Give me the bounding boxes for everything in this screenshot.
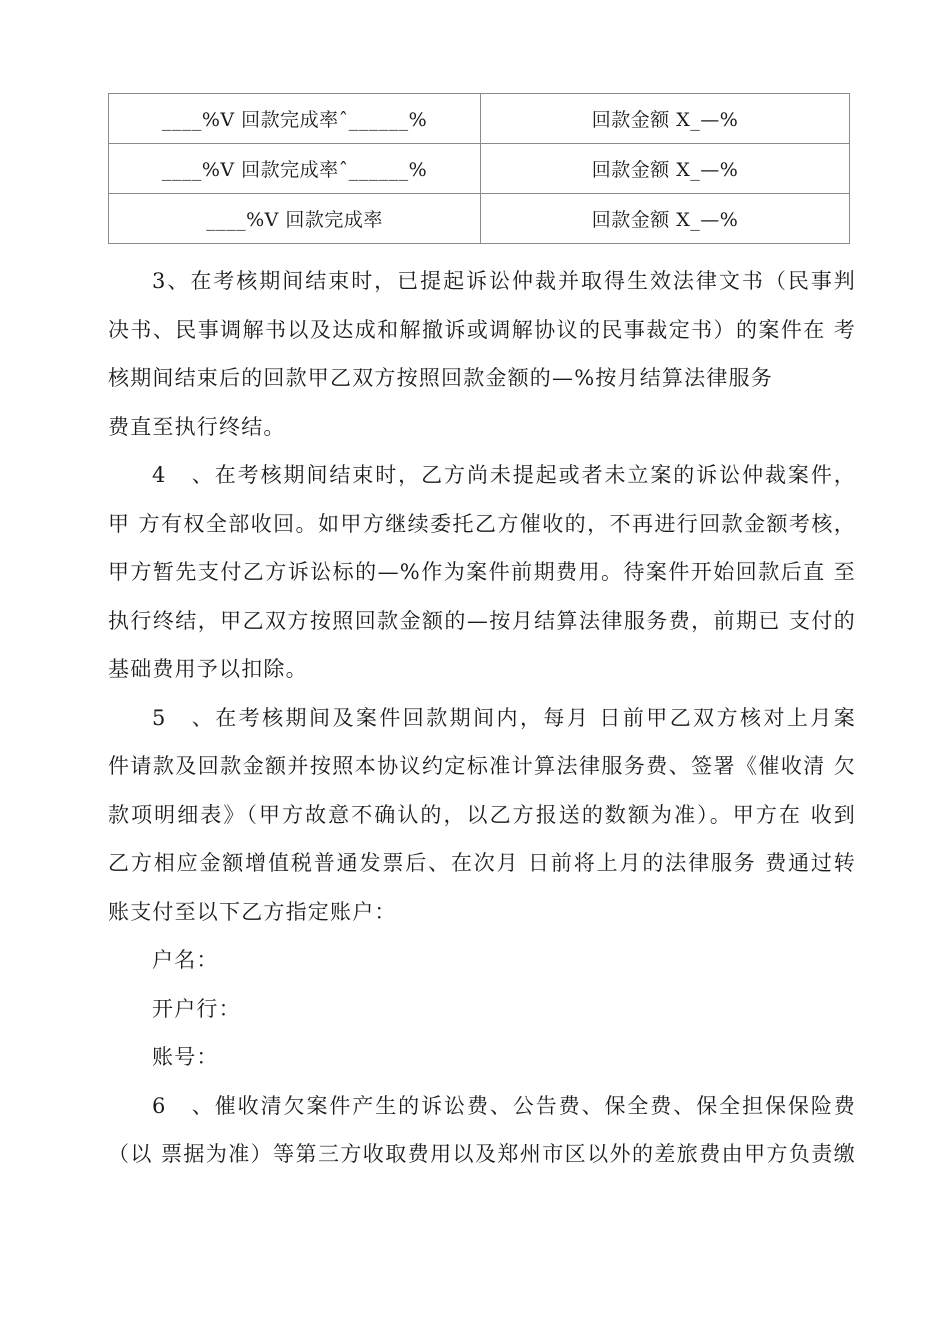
table-row xyxy=(109,94,850,144)
clause-line: 基础费用予以扣除。 xyxy=(108,657,308,681)
account-bank-label: 开户行： xyxy=(152,996,241,1021)
clause-line xyxy=(108,1082,856,1131)
clause-line: （以 票据为准）等第三方收取费用以及郑州市区以外的差旅费由甲方负责缴 xyxy=(108,1142,856,1166)
clause-line xyxy=(108,451,856,500)
clause-text: 在考核期间结束时，乙方尚未提起或者未立案的诉讼仲裁案件， xyxy=(214,463,856,487)
clause-6 xyxy=(108,1082,856,1179)
clause-line: 核期间结束后的回款甲乙双方按照回款金额的—%按月结算法律服务 xyxy=(108,366,773,390)
completion-rate-cell: ____%V 回款完成率ˆ______% xyxy=(109,94,481,144)
completion-rate-cell: ____%V 回款完成率 xyxy=(109,194,481,244)
clause-number: 5、 xyxy=(152,705,214,730)
clause-line: 件请款及回款金额并按照本协议约定标准计算法律服务费、签署《催收清 欠 xyxy=(108,754,856,778)
clause-line xyxy=(108,694,856,743)
account-number-label: 账号： xyxy=(152,1045,219,1069)
clause-3 xyxy=(108,257,856,451)
table-row xyxy=(109,194,850,244)
clause-number: 4、 xyxy=(152,463,214,487)
table-row xyxy=(109,144,850,194)
clause-line: 甲方暂先支付乙方诉讼标的—%作为案件前期费用。待案件开始回款后直 至 xyxy=(108,560,856,584)
payback-amount-cell: 回款金额 X_—% xyxy=(481,94,850,144)
clause-line: 乙方相应金额增值税普通发票后、在次月 日前将上月的法律服务 费通过转 xyxy=(108,851,856,875)
clause-4 xyxy=(108,451,856,694)
clause-line: 3、在考核期间结束时，已提起诉讼仲裁并取得生效法律文书（民事判 xyxy=(152,269,856,293)
account-info xyxy=(108,936,856,1082)
payback-amount-cell: 回款金额 X_—% xyxy=(481,194,850,244)
rate-table xyxy=(108,93,850,244)
clause-line: 执行终结，甲乙双方按照回款金额的—按月结算法律服务费，前期已 支付的 xyxy=(108,608,856,633)
completion-rate-cell: ____%V 回款完成率ˆ______% xyxy=(109,144,481,194)
clause-line: 甲 方有权全部收回。如甲方继续委托乙方催收的，不再进行回款金额考核， xyxy=(108,511,856,536)
clause-text: 在考核期间及案件回款期间内，每月 日前甲乙双方核对上月案 xyxy=(214,705,856,730)
contract-body xyxy=(108,257,856,1179)
clause-5 xyxy=(108,694,856,937)
clause-text: 催收清欠案件产生的诉讼费、公告费、保全费、保全担保保险费 xyxy=(214,1093,856,1118)
clause-line: 账支付至以下乙方指定账户： xyxy=(108,899,397,924)
payback-amount-cell: 回款金额 X_—% xyxy=(481,144,850,194)
clause-line: 决书、民事调解书以及达成和解撤诉或调解协议的民事裁定书）的案件在 考 xyxy=(108,317,856,342)
clause-line: 费直至执行终结。 xyxy=(108,414,286,439)
account-name-label: 户名： xyxy=(152,948,219,972)
clause-number: 6、 xyxy=(152,1093,214,1118)
clause-line: 款项明细表》（甲方故意不确认的，以乙方报送的数额为准）。甲方在 收到 xyxy=(108,802,856,827)
